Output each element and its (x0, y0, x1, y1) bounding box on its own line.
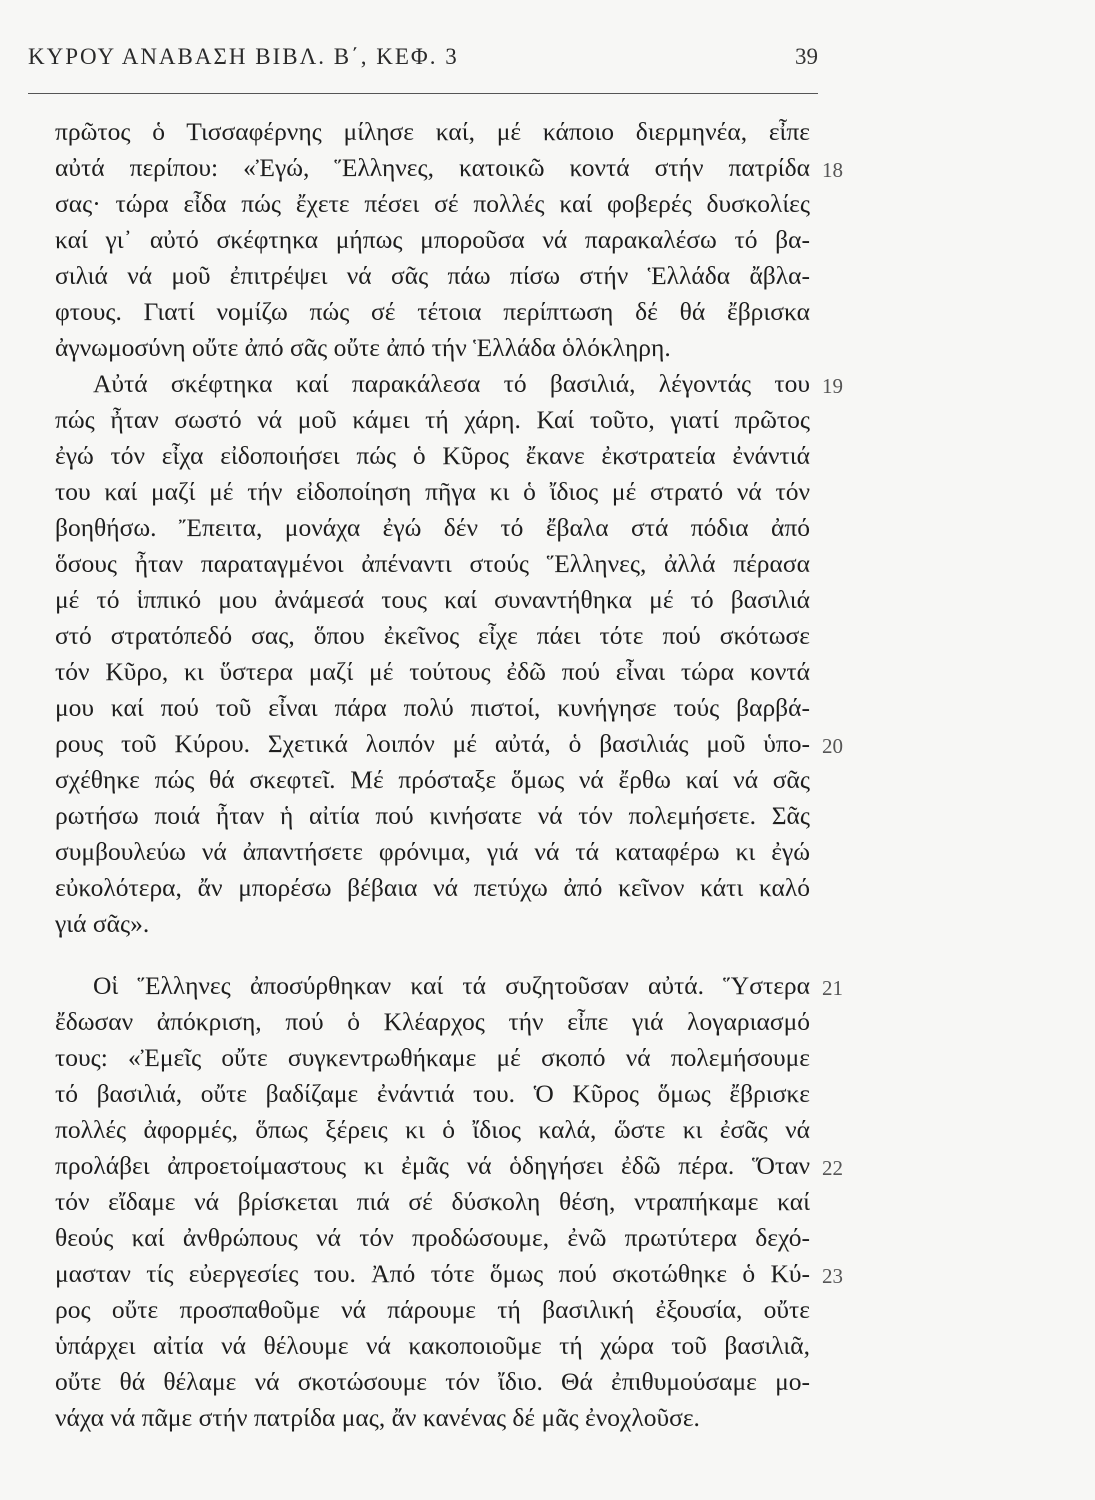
text-line: τό βασιλιά, οὔτε βαδίζαμε ἐνάντιά του. Ὁ Κῦρος ὅμως ἔβρισκε (55, 1079, 810, 1108)
text-line: του καί μαζί μέ τήν εἰδοποίηση πῆγα κι ὁ ἴδιος μέ στρατό νά τόν (55, 477, 810, 506)
text-line: καί γι᾽ αὐτό σκέφτηκα μήπως μποροῦσα νά παρακαλέσω τό βα- (55, 225, 810, 254)
text-line: ὑπάρχει αἰτία νά θέλουμε νά κακοποιοῦμε τή χώρα τοῦ βασιλιᾶ, (55, 1331, 810, 1360)
text-line: στό στρατόπεδό σας, ὅπου ἐκεῖνος εἶχε πάει τότε πού σκότωσε (55, 621, 810, 650)
section-number: 19 (822, 374, 843, 398)
text-line: εὐκολότερα, ἄν μπορέσω βέβαια νά πετύχω ἀπό κεῖνον κάτι καλό (55, 873, 810, 902)
text-line: ρος οὔτε προσπαθοῦμε νά πάρουμε τή βασιλική ἐξουσία, οὔτε (55, 1295, 810, 1324)
text-line: θεούς καί ἀνθρώπους νά τόν προδώσουμε, ἐνῶ πρωτύτερα δεχό- (55, 1223, 810, 1252)
running-header (28, 44, 818, 74)
section-number: 21 (822, 976, 843, 1000)
text-line: ἀγνωμοσύνη οὔτε ἀπό σᾶς οὔτε ἀπό τήν Ἑλλάδα ὁλόκληρη. (55, 333, 671, 362)
text-line: αὐτά περίπου: «Ἐγώ, Ἕλληνες, κατοικῶ κοντά στήν πατρίδα (55, 153, 810, 182)
text-line: σας· τώρα εἶδα πώς ἔχετε πέσει σέ πολλές καί φοβερές δυσκολίες (55, 189, 810, 218)
text-line: τόν Κῦρο, κι ὕστερα μαζί μέ τούτους ἐδῶ πού εἶναι τώρα κοντά (55, 657, 810, 686)
text-line: τόν εἴδαμε νά βρίσκεται πιά σέ δύσκολη θέση, ντραπήκαμε καί (55, 1187, 810, 1216)
text-line: μου καί πού τοῦ εἶναι πάρα πολύ πιστοί, κυνήγησε τούς βαρβά- (55, 693, 810, 722)
text-line: τους: «Ἐμεῖς οὔτε συγκεντρωθήκαμε μέ σκοπό νά πολεμήσουμε (55, 1043, 810, 1072)
text-line: ἔδωσαν ἀπόκριση, πού ὁ Κλέαρχος τήν εἶπε γιά λογαριασμό (55, 1007, 810, 1036)
text-line: μέ τό ἱππικό μου ἀνάμεσά τους καί συναντήθηκα μέ τό βασιλιά (55, 585, 810, 614)
text-line: ἐγώ τόν εἶχα εἰδοποιήσει πώς ὁ Κῦρος ἔκανε ἐκστρατεία ἐνάντιά (55, 441, 810, 470)
text-line: ὅσους ἦταν παραταγμένοι ἀπέναντι στούς Ἕλληνες, ἀλλά πέρασα (55, 549, 810, 578)
text-line: πώς ἦταν σωστό νά μοῦ κάμει τή χάρη. Καί τοῦτο, γιατί πρῶτος (55, 405, 810, 434)
text-line: σχέθηκε πώς θά σκεφτεῖ. Μέ πρόσταξε ὅμως νά ἔρθω καί νά σᾶς (55, 765, 810, 794)
section-number: 22 (822, 1156, 843, 1180)
section-number: 18 (822, 158, 843, 182)
text-line: σιλιά νά μοῦ ἐπιτρέψει νά σᾶς πάω πίσω στήν Ἑλλάδα ἄβλα- (55, 261, 810, 290)
text-line: βοηθήσω. Ἔπειτα, μονάχα ἐγώ δέν τό ἔβαλα στά πόδια ἀπό (55, 513, 810, 542)
text-line: νάχα νά πᾶμε στήν πατρίδα μας, ἄν κανένας δέ μᾶς ἐνοχλοῦσε. (55, 1403, 700, 1432)
header-title: ΚΥΡΟΥ ΑΝΑΒΑΣΗ ΒΙΒΛ. Β΄, ΚΕΦ. 3 (28, 44, 459, 69)
text-line: ρους τοῦ Κύρου. Σχετικά λοιπόν μέ αὐτά, ὁ βασιλιάς μοῦ ὑπο- (55, 729, 810, 758)
page-number: 39 (795, 44, 818, 69)
text-line: Αὐτά σκέφτηκα καί παρακάλεσα τό βασιλιά, λέγοντάς του (93, 369, 810, 398)
text-line: γιά σᾶς». (55, 909, 150, 938)
text-line: πρῶτος ὁ Τισσαφέρνης μίλησε καί, μέ κάποιο διερμηνέα, εἶπε (55, 117, 810, 146)
section-number: 23 (822, 1264, 843, 1288)
text-line: Οἱ Ἕλληνες ἀποσύρθηκαν καί τά συζητοῦσαν αὐτά. Ὕστερα (93, 971, 810, 1000)
text-line: συμβουλεύω νά ἀπαντήσετε φρόνιμα, γιά νά τά καταφέρω κι ἐγώ (55, 837, 810, 866)
text-line: πολλές ἀφορμές, ὅπως ξέρεις κι ὁ ἴδιος καλά, ὥστε κι ἐσᾶς νά (55, 1115, 810, 1144)
text-line: μασταν τίς εὐεργεσίες του. Ἀπό τότε ὅμως πού σκοτώθηκε ὁ Κύ- (55, 1259, 810, 1288)
text-line: προλάβει ἀπροετοίμαστους κι ἐμᾶς νά ὁδηγήσει ἐδῶ πέρα. Ὅταν (55, 1151, 810, 1180)
text-line: οὔτε θά θέλαμε νά σκοτώσουμε τόν ἴδιο. Θά ἐπιθυμούσαμε μο- (55, 1367, 810, 1396)
header-rule (28, 93, 818, 94)
section-number: 20 (822, 734, 843, 758)
text-line: φτους. Γιατί νομίζω πώς σέ τέτοια περίπτωση δέ θά ἔβρισκα (55, 297, 810, 326)
text-line: ρωτήσω ποιά ἦταν ἡ αἰτία πού κινήσατε νά τόν πολεμήσετε. Σᾶς (55, 801, 810, 830)
